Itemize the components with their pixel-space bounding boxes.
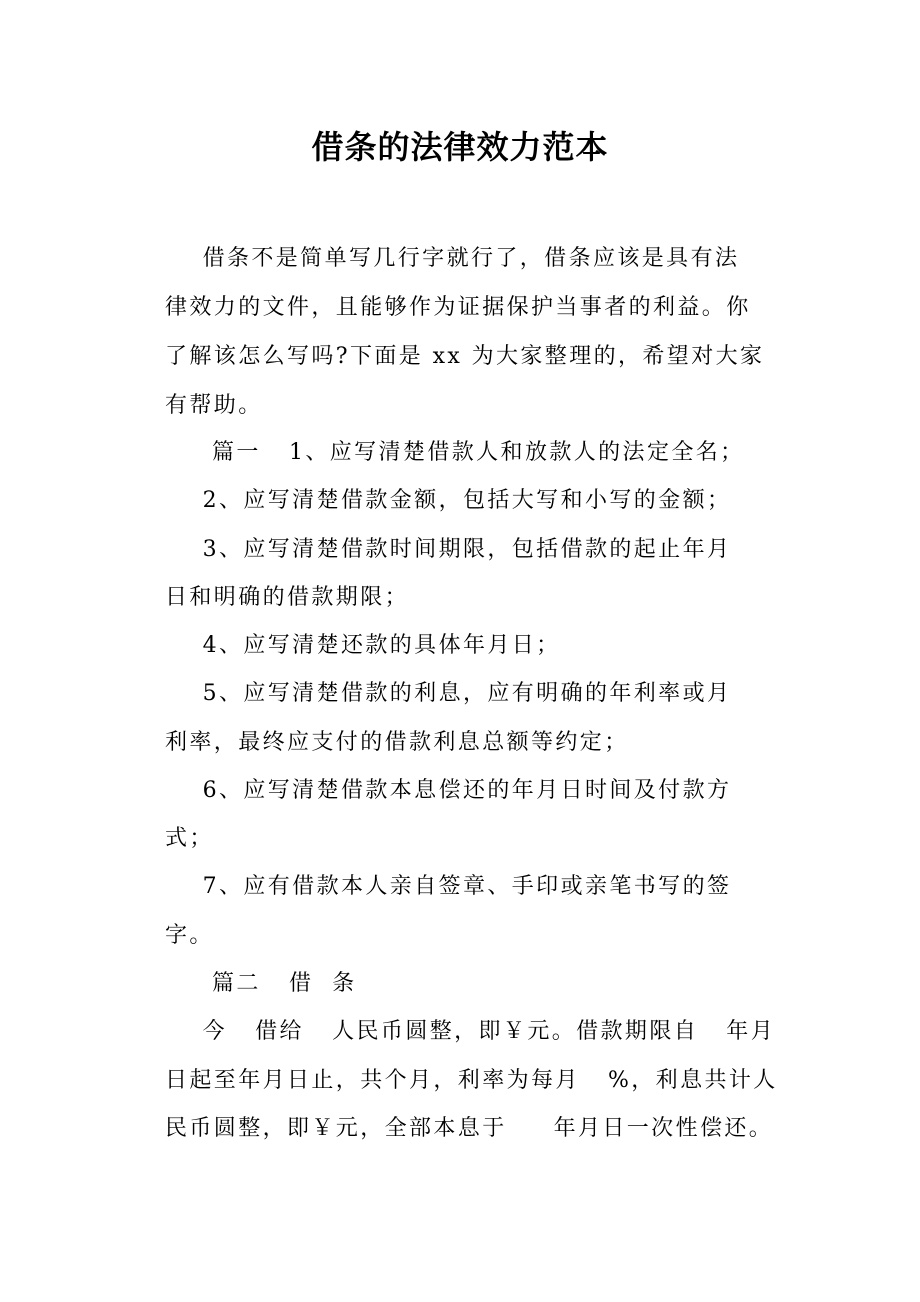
body-line-18: 日起至年月日止，共个月，利率为每月 %，利息共计人	[165, 1068, 778, 1093]
body-line-17: 今 借给 人民币圆整，即￥元。借款期限自 年月	[165, 1019, 776, 1044]
body-line-5: 篇一 1、应写清楚借款人和放款人的法定全名；	[165, 440, 745, 465]
body-line-7: 3、应写清楚借款时间期限，包括借款的起止年月	[165, 537, 732, 562]
body-line-19: 民币圆整，即￥元，全部本息于 年月日一次性偿还。	[165, 1116, 774, 1141]
body-line-15: 字。	[165, 923, 214, 948]
body-line-12: 6、应写清楚借款本息偿还的年月日时间及付款方	[165, 778, 732, 803]
body-line-9: 4、应写清楚还款的具体年月日；	[165, 633, 561, 658]
body-line-8: 日和明确的借款期限；	[165, 585, 410, 610]
body-line-16: 篇二 借 条	[165, 971, 357, 996]
body-line-4: 有帮助。	[165, 393, 263, 418]
body-line-2: 律效力的文件，且能够作为证据保护当事者的利益。你	[165, 295, 751, 320]
body-line-14: 7、应有借款本人亲自签章、手印或亲笔书写的签	[165, 874, 732, 899]
body-line-6: 2、应写清楚借款金额，包括大写和小写的金额；	[165, 488, 732, 513]
body-line-1: 借条不是简单写几行字就行了，借条应该是具有法	[165, 246, 740, 271]
body-line-10: 5、应写清楚借款的利息，应有明确的年利率或月	[165, 681, 732, 706]
document-title: 借条的法律效力范本	[311, 128, 609, 166]
body-line-11: 利率，最终应支付的借款利息总额等约定；	[165, 730, 629, 755]
body-line-3: 了解该怎么写吗?下面是 xx 为大家整理的，希望对大家	[165, 344, 765, 369]
body-line-13: 式；	[165, 826, 214, 851]
